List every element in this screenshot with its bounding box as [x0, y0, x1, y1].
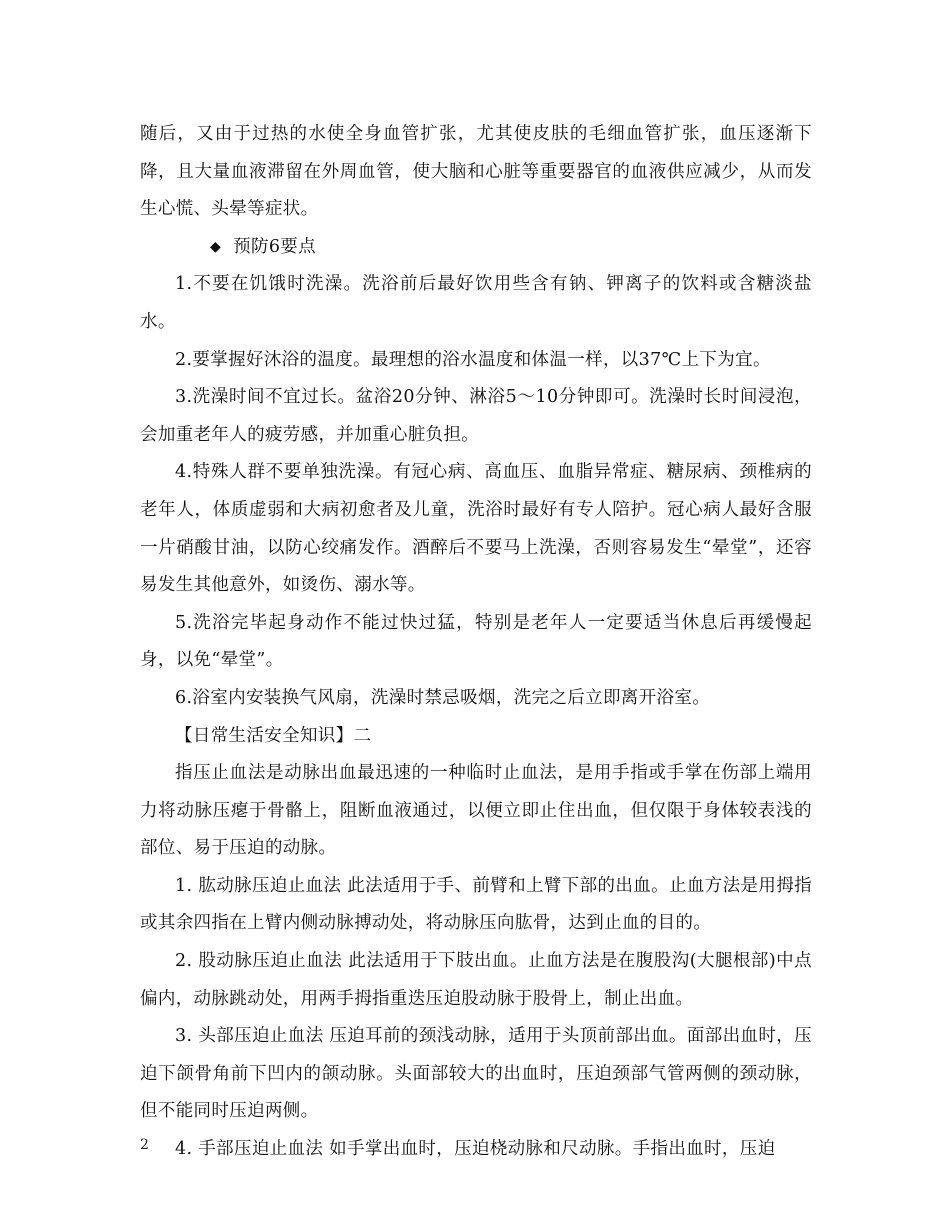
prevention-point-3: 3.洗澡时间不宜过长。盆浴20分钟、淋浴5～10分钟即可。洗澡时长时间浸泡，会加重老年人的疲劳感，并加重心脏负担。 [140, 387, 812, 445]
prevention-point-1: 1.不要在饥饿时洗澡。洗浴前后最好饮用些含有钠、钾离子的饮料或含糖淡盐水。 [140, 274, 812, 332]
hemostasis-method-1: 1. 肱动脉压迫止血法 此法适用于手、前臂和上臂下部的出血。止血方法是用拇指或其余四指在上臂内侧动脉搏动处，将动脉压向肱骨，达到止血的目的。 [140, 875, 812, 934]
prevention-point-6: 6.浴室内安装换气风扇，洗澡时禁忌吸烟，洗完之后立即离开浴室。 [175, 687, 711, 708]
prevention-point-5: 5.洗浴完毕起身动作不能过快过猛，特别是老年人一定要适当休息后再缓慢起身，以免“晕堂”。 [140, 612, 812, 671]
paragraph-continuation: 随后，又由于过热的水使全身血管扩张，尤其使皮肤的毛细血管扩张，血压逐渐下降，且大量血液滞留在外周血管，使大脑和心脏等重要器官的血液供应减少，从而发生心慌、头晕等症状。 [140, 124, 812, 220]
prevention-point-2: 2.要掌握好沐浴的温度。最理想的浴水温度和体温一样，以37℃上下为宜。 [175, 349, 771, 370]
prevention-point-4: 4.特殊人群不要单独洗澡。有冠心病、高血压、血脂异常症、糖尿病、颈椎病的老年人，体质虚弱和大病初愈者及儿童，洗浴时最好有专人陪护。冠心病人最好含服一片硝酸甘油，以防心绞痛发作。酒醉后不要马上洗澡，否则容易发生“晕堂”，还容易发生其他意外，如烫伤、溺水等。 [140, 462, 812, 596]
diamond-bullet-icon: ◆ [210, 238, 222, 255]
document-body [140, 116, 812, 1169]
section-heading-prevention [140, 229, 812, 267]
safety-knowledge-heading: 【日常生活安全知识】二 [175, 725, 372, 746]
hemostasis-method-2: 2. 股动脉压迫止血法 此法适用于下肢出血。止血方法是在腹股沟(大腿根部)中点偏内，动脉跳动处，用两手拇指重迭压迫股动脉于股骨上，制止出血。 [140, 951, 812, 1009]
hemostasis-method-4: 4. 手部压迫止血法 如手掌出血时，压迫桡动脉和尺动脉。手指出血时，压迫 [175, 1139, 776, 1160]
section-heading-text: 预防6要点 [233, 236, 317, 257]
finger-pressure-intro: 指压止血法是动脉出血最迅速的一种临时止血法，是用手指或手掌在伤部上端用力将动脉压瘪于骨骼上，阻断血液通过，以便立即止住出血，但仅限于身体较表浅的部位、易于压迫的动脉。 [140, 763, 812, 859]
page-number: 2 [140, 1137, 149, 1153]
hemostasis-method-3: 3. 头部压迫止血法 压迫耳前的颈浅动脉，适用于头顶前部出血。面部出血时，压迫下颌骨角前下凹内的颌动脉。头面部较大的出血时，压迫颈部气管两侧的颈动脉，但不能同时压迫两侧。 [140, 1026, 812, 1122]
